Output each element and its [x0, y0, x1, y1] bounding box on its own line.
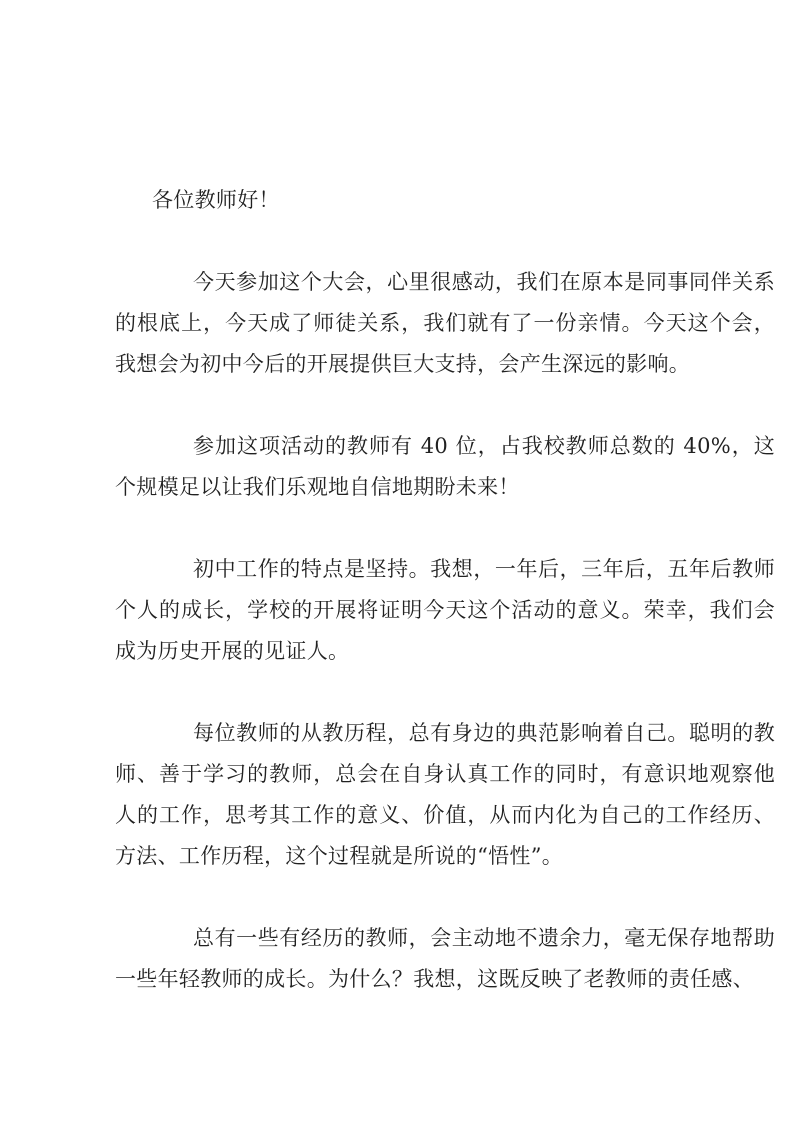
paragraph: 初中工作的特点是坚持。我想，一年后，三年后，五年后教师个人的成长，学校的开展将证明今天这个活动的意义。荣幸，我们会成为历史开展的见证人。	[115, 557, 775, 663]
greeting-line: 各位教师好！	[152, 188, 280, 212]
paragraph: 今天参加这个大会，心里很感动，我们在原本是同事同伴关系的根底上，今天成了师徒关系，我们就有了一份亲情。今天这个会，我想会为初中今后的开展提供巨大支持，会产生深远的影响。	[115, 270, 775, 376]
paragraph-container	[115, 262, 775, 1000]
paragraph: 总有一些有经历的教师，会主动地不遗余力，毫无保存地帮助一些年轻教师的成长。为什么？我想，这既反映了老教师的责任感、	[115, 926, 775, 991]
paragraph: 每位教师的从教历程，总有身边的典范影响着自己。聪明的教师、善于学习的教师，总会在自身认真工作的同时，有意识地观察他人的工作，思考其工作的意义、价值，从而内化为自己的工作经历、方法、工作历程，这个过程就是所说的“悟性”。	[115, 721, 775, 868]
paragraph: 参加这项活动的教师有 40 位，占我校教师总数的 40%，这个规模足以让我们乐观地自信地期盼未来！	[115, 434, 775, 499]
